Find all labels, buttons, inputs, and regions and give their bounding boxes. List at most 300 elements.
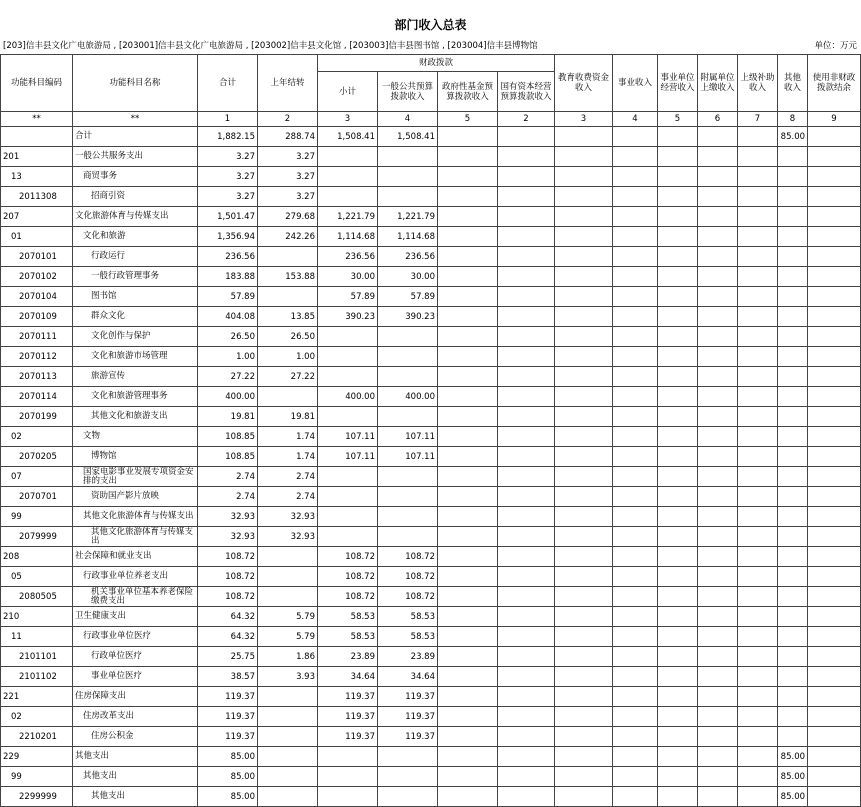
cell-carryover: 2.74 [258,467,318,487]
cell-superior-subsidy [738,207,778,227]
cell-operating [658,727,698,747]
cell-subtotal [318,487,378,507]
cell-superior-subsidy [738,687,778,707]
table-row [1,287,861,307]
table-row [1,707,861,727]
index-cell: 2 [258,112,318,127]
cell-nonfiscal-balance [808,387,861,407]
cell-general-budget: 108.72 [378,567,438,587]
cell-operating [658,367,698,387]
cell-business [613,207,658,227]
cell-operating [658,607,698,627]
cell-subtotal [318,347,378,367]
cell-superior-subsidy [738,167,778,187]
cell-gov-fund [438,407,498,427]
cell-superior-subsidy [738,247,778,267]
cell-carryover: 1.74 [258,447,318,467]
cell-subtotal: 236.56 [318,247,378,267]
index-cell: ** [73,112,198,127]
cell-name: 其他支出 [73,787,198,807]
cell-gov-fund [438,667,498,687]
cell-affiliated [698,227,738,247]
cell-operating [658,167,698,187]
cell-business [613,347,658,367]
header-operating: 事业单位经营收入 [658,55,698,112]
cell-edu-fee [555,247,613,267]
cell-gov-fund [438,467,498,487]
index-cell: 9 [808,112,861,127]
cell-state-capital [498,687,555,707]
cell-total: 19.81 [198,407,258,427]
cell-total: 64.32 [198,627,258,647]
cell-affiliated [698,487,738,507]
cell-general-budget: 58.53 [378,607,438,627]
cell-gov-fund [438,687,498,707]
index-cell: 4 [613,112,658,127]
table-row [1,347,861,367]
cell-edu-fee [555,547,613,567]
cell-other [778,347,808,367]
cell-nonfiscal-balance [808,427,861,447]
cell-edu-fee [555,527,613,547]
cell-nonfiscal-balance [808,187,861,207]
cell-gov-fund [438,267,498,287]
cell-affiliated [698,367,738,387]
cell-total: 85.00 [198,767,258,787]
cell-total: 108.72 [198,567,258,587]
cell-operating [658,327,698,347]
cell-business [613,687,658,707]
cell-superior-subsidy [738,487,778,507]
cell-code: 99 [1,767,73,787]
cell-gov-fund [438,227,498,247]
cell-general-budget: 23.89 [378,647,438,667]
cell-superior-subsidy [738,187,778,207]
cell-other [778,647,808,667]
cell-carryover [258,747,318,767]
cell-edu-fee [555,687,613,707]
cell-name: 行政事业单位医疗 [73,627,198,647]
cell-code: 2079999 [1,527,73,547]
cell-gov-fund [438,647,498,667]
index-cell: 8 [778,112,808,127]
cell-subtotal: 30.00 [318,267,378,287]
cell-state-capital [498,507,555,527]
table-row [1,467,861,487]
cell-subtotal: 1,114.68 [318,227,378,247]
cell-subtotal [318,407,378,427]
cell-superior-subsidy [738,647,778,667]
cell-affiliated [698,727,738,747]
cell-affiliated [698,667,738,687]
cell-edu-fee [555,447,613,467]
cell-gov-fund [438,387,498,407]
cell-edu-fee [555,267,613,287]
cell-other [778,227,808,247]
cell-general-budget [378,467,438,487]
cell-general-budget: 107.11 [378,447,438,467]
cell-business [613,167,658,187]
cell-state-capital [498,267,555,287]
cell-edu-fee [555,207,613,227]
cell-business [613,587,658,607]
cell-total: 108.72 [198,547,258,567]
cell-code: 07 [1,467,73,487]
cell-name: 住房保障支出 [73,687,198,707]
cell-total: 64.32 [198,607,258,627]
cell-code: 2210201 [1,727,73,747]
cell-general-budget: 119.37 [378,727,438,747]
cell-affiliated [698,607,738,627]
cell-general-budget [378,367,438,387]
cell-edu-fee [555,227,613,247]
cell-code: 05 [1,567,73,587]
cell-code: 2070102 [1,267,73,287]
cell-other [778,627,808,647]
index-cell: 2 [498,112,555,127]
cell-gov-fund [438,327,498,347]
cell-code: 02 [1,427,73,447]
cell-code [1,127,73,147]
cell-operating [658,527,698,547]
cell-nonfiscal-balance [808,627,861,647]
table-row [1,327,861,347]
cell-state-capital [498,167,555,187]
cell-business [613,367,658,387]
header-gov-fund: 政府性基金预算拨款收入 [438,72,498,112]
cell-gov-fund [438,167,498,187]
cell-total: 25.75 [198,647,258,667]
cell-name: 图书馆 [73,287,198,307]
cell-other [778,487,808,507]
cell-name: 机关事业单位基本养老保险缴费支出 [73,587,198,607]
cell-affiliated [698,687,738,707]
cell-other [778,447,808,467]
cell-subtotal [318,367,378,387]
cell-carryover: 1.00 [258,347,318,367]
index-cell: 1 [198,112,258,127]
cell-name: 行政运行 [73,247,198,267]
cell-nonfiscal-balance [808,647,861,667]
header-other: 其他收入 [778,55,808,112]
table-body [1,127,861,807]
cell-name: 文物 [73,427,198,447]
cell-code: 99 [1,507,73,527]
cell-gov-fund [438,367,498,387]
cell-name: 资助国产影片放映 [73,487,198,507]
index-cell: ** [1,112,73,127]
cell-subtotal: 400.00 [318,387,378,407]
cell-total: 183.88 [198,267,258,287]
index-cell: 5 [438,112,498,127]
cell-carryover [258,247,318,267]
cell-name: 文化和旅游市场管理 [73,347,198,367]
cell-affiliated [698,407,738,427]
cell-general-budget: 107.11 [378,427,438,447]
cell-name: 博物馆 [73,447,198,467]
cell-nonfiscal-balance [808,687,861,707]
table-row [1,147,861,167]
cell-operating [658,207,698,227]
cell-other [778,147,808,167]
cell-name: 一般行政管理事务 [73,267,198,287]
cell-other [778,567,808,587]
cell-gov-fund [438,587,498,607]
table-row [1,527,861,547]
cell-nonfiscal-balance [808,287,861,307]
cell-business [613,727,658,747]
cell-name: 住房公积金 [73,727,198,747]
cell-total: 1,501.47 [198,207,258,227]
cell-total: 3.27 [198,167,258,187]
cell-nonfiscal-balance [808,407,861,427]
cell-subtotal: 119.37 [318,687,378,707]
cell-carryover: 19.81 [258,407,318,427]
cell-affiliated [698,387,738,407]
cell-name: 群众文化 [73,307,198,327]
cell-gov-fund [438,547,498,567]
cell-code: 2101102 [1,667,73,687]
index-row [1,112,861,127]
cell-general-budget: 1,114.68 [378,227,438,247]
table-row [1,607,861,627]
cell-operating [658,567,698,587]
cell-superior-subsidy [738,667,778,687]
cell-gov-fund [438,447,498,467]
cell-subtotal: 107.11 [318,427,378,447]
cell-affiliated [698,767,738,787]
cell-total: 32.93 [198,527,258,547]
cell-operating [658,507,698,527]
cell-affiliated [698,247,738,267]
table-row [1,127,861,147]
index-cell: 6 [698,112,738,127]
cell-operating [658,427,698,447]
cell-subtotal: 390.23 [318,307,378,327]
cell-subtotal: 107.11 [318,447,378,467]
cell-superior-subsidy [738,547,778,567]
cell-edu-fee [555,367,613,387]
cell-general-budget: 34.64 [378,667,438,687]
cell-gov-fund [438,347,498,367]
cell-operating [658,467,698,487]
cell-carryover: 5.79 [258,607,318,627]
cell-carryover: 288.74 [258,127,318,147]
cell-operating [658,767,698,787]
cell-nonfiscal-balance [808,547,861,567]
cell-other: 85.00 [778,127,808,147]
cell-state-capital [498,427,555,447]
cell-affiliated [698,547,738,567]
cell-carryover [258,727,318,747]
cell-superior-subsidy [738,567,778,587]
cell-edu-fee [555,707,613,727]
cell-affiliated [698,287,738,307]
table-row [1,567,861,587]
cell-nonfiscal-balance [808,247,861,267]
cell-superior-subsidy [738,127,778,147]
cell-superior-subsidy [738,307,778,327]
cell-state-capital [498,227,555,247]
cell-code: 210 [1,607,73,627]
cell-business [613,547,658,567]
cell-gov-fund [438,507,498,527]
cell-operating [658,247,698,267]
cell-name: 文化创作与保护 [73,327,198,347]
cell-subtotal [318,167,378,187]
cell-nonfiscal-balance [808,147,861,167]
cell-affiliated [698,347,738,367]
cell-operating [658,587,698,607]
cell-general-budget [378,527,438,547]
table-row [1,367,861,387]
cell-total: 2.74 [198,467,258,487]
cell-total: 108.85 [198,427,258,447]
cell-other [778,607,808,627]
cell-carryover: 13.85 [258,307,318,327]
cell-gov-fund [438,247,498,267]
cell-general-budget [378,767,438,787]
cell-operating [658,407,698,427]
cell-nonfiscal-balance [808,587,861,607]
cell-business [613,127,658,147]
cell-code: 2299999 [1,787,73,807]
cell-general-budget: 1,508.41 [378,127,438,147]
header-subtotal: 小计 [318,72,378,112]
cell-superior-subsidy [738,267,778,287]
cell-edu-fee [555,307,613,327]
cell-state-capital [498,207,555,227]
cell-business [613,187,658,207]
cell-operating [658,447,698,467]
cell-general-budget [378,167,438,187]
cell-subtotal [318,467,378,487]
cell-other [778,207,808,227]
cell-gov-fund [438,127,498,147]
cell-name: 文化和旅游管理事务 [73,387,198,407]
cell-affiliated [698,267,738,287]
cell-affiliated [698,427,738,447]
cell-name: 其他支出 [73,747,198,767]
cell-edu-fee [555,487,613,507]
cell-general-budget: 30.00 [378,267,438,287]
cell-subtotal: 58.53 [318,627,378,647]
header-affiliated: 附属单位上缴收入 [698,55,738,112]
report-subtitle [0,38,861,54]
cell-general-budget: 390.23 [378,307,438,327]
cell-affiliated [698,747,738,767]
cell-affiliated [698,627,738,647]
cell-edu-fee [555,287,613,307]
cell-edu-fee [555,647,613,667]
cell-carryover: 3.27 [258,167,318,187]
cell-state-capital [498,487,555,507]
table-row [1,167,861,187]
cell-total: 400.00 [198,387,258,407]
cell-business [613,447,658,467]
cell-business [613,147,658,167]
table-row [1,267,861,287]
cell-general-budget: 58.53 [378,627,438,647]
cell-carryover: 3.93 [258,667,318,687]
income-summary-table [0,54,861,807]
cell-code: 11 [1,627,73,647]
cell-subtotal [318,507,378,527]
cell-carryover [258,707,318,727]
cell-nonfiscal-balance [808,167,861,187]
index-cell: 3 [318,112,378,127]
cell-other [778,527,808,547]
cell-total: 108.85 [198,447,258,467]
cell-state-capital [498,347,555,367]
cell-general-budget [378,407,438,427]
cell-carryover: 32.93 [258,527,318,547]
cell-edu-fee [555,347,613,367]
cell-subtotal [318,147,378,167]
cell-state-capital [498,627,555,647]
cell-total: 404.08 [198,307,258,327]
table-row [1,587,861,607]
cell-name: 一般公共服务支出 [73,147,198,167]
cell-superior-subsidy [738,627,778,647]
cell-subtotal: 108.72 [318,587,378,607]
cell-name: 招商引资 [73,187,198,207]
cell-operating [658,747,698,767]
cell-superior-subsidy [738,287,778,307]
cell-business [613,227,658,247]
cell-carryover: 26.50 [258,327,318,347]
cell-general-budget [378,507,438,527]
cell-state-capital [498,567,555,587]
cell-carryover [258,387,318,407]
cell-other: 85.00 [778,767,808,787]
header-fiscal-group: 财政拨款 [318,55,555,72]
cell-name: 文化和旅游 [73,227,198,247]
cell-edu-fee [555,567,613,587]
cell-other [778,387,808,407]
cell-business [613,467,658,487]
cell-business [613,667,658,687]
cell-operating [658,707,698,727]
cell-business [613,507,658,527]
cell-state-capital [498,147,555,167]
cell-superior-subsidy [738,447,778,467]
cell-superior-subsidy [738,707,778,727]
cell-nonfiscal-balance [808,127,861,147]
cell-superior-subsidy [738,727,778,747]
cell-business [613,487,658,507]
cell-name: 其他文化和旅游支出 [73,407,198,427]
cell-business [613,767,658,787]
cell-code: 2080505 [1,587,73,607]
cell-affiliated [698,127,738,147]
header-code: 功能科目编码 [1,55,73,112]
cell-business [613,607,658,627]
cell-code: 207 [1,207,73,227]
cell-gov-fund [438,427,498,447]
cell-carryover: 153.88 [258,267,318,287]
cell-code: 229 [1,747,73,767]
cell-nonfiscal-balance [808,667,861,687]
cell-total: 32.93 [198,507,258,527]
cell-nonfiscal-balance [808,747,861,767]
cell-business [613,527,658,547]
cell-edu-fee [555,747,613,767]
table-row [1,547,861,567]
cell-operating [658,127,698,147]
table-row [1,247,861,267]
cell-total: 57.89 [198,287,258,307]
